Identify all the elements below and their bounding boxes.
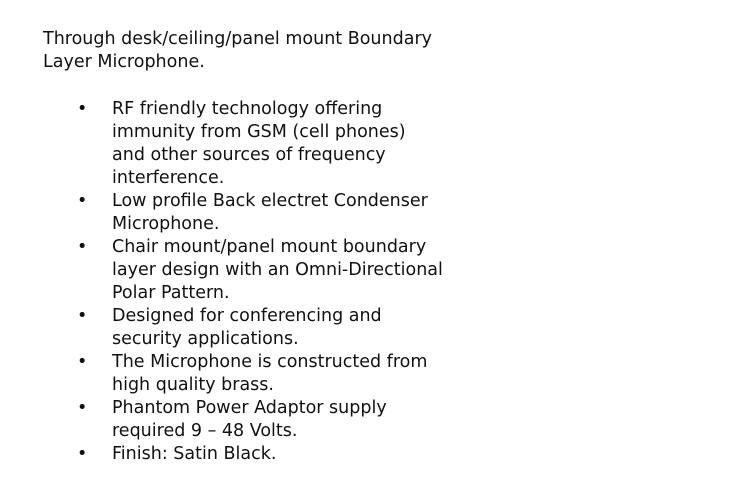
- feature-line: interference.: [112, 168, 225, 188]
- feature-item: [43, 98, 492, 190]
- feature-line: required 9 – 48 Volts.: [112, 421, 298, 441]
- bullet-icon: •: [77, 352, 88, 372]
- feature-item: [43, 443, 492, 466]
- feature-line: immunity from GSM (cell phones): [112, 122, 406, 142]
- bullet-icon: •: [77, 398, 88, 418]
- feature-line: Designed for conferencing and: [112, 306, 382, 326]
- feature-line: Chair mount/panel mount boundary: [112, 237, 427, 257]
- feature-line: Microphone.: [112, 214, 220, 234]
- feature-line: security applications.: [112, 329, 299, 349]
- feature-line: Finish: Satin Black.: [112, 444, 277, 464]
- feature-line: Polar Pattern.: [112, 283, 230, 303]
- bullet-icon: •: [77, 237, 88, 257]
- intro-paragraph: [43, 28, 503, 74]
- bullet-icon: •: [77, 306, 88, 326]
- feature-line: RF friendly technology offering: [112, 99, 383, 119]
- feature-line: high quality brass.: [112, 375, 274, 395]
- feature-item: [43, 236, 492, 305]
- bullet-icon: •: [77, 191, 88, 211]
- feature-item: [43, 190, 492, 236]
- feature-line: The Microphone is constructed from: [112, 352, 428, 372]
- document-body: [43, 28, 503, 466]
- feature-item: [43, 351, 492, 397]
- feature-line: Phantom Power Adaptor supply: [112, 398, 387, 418]
- feature-item: [43, 397, 492, 443]
- intro-line: Through desk/ceiling/panel mount Boundary: [43, 29, 432, 49]
- bullet-icon: •: [77, 444, 88, 464]
- feature-line: and other sources of frequency: [112, 145, 386, 165]
- feature-line: layer design with an Omni-Directional: [112, 260, 443, 280]
- intro-line: Layer Microphone.: [43, 52, 205, 72]
- feature-list: [43, 98, 503, 466]
- feature-line: Low profile Back electret Condenser: [112, 191, 428, 211]
- bullet-icon: •: [77, 99, 88, 119]
- feature-item: [43, 305, 492, 351]
